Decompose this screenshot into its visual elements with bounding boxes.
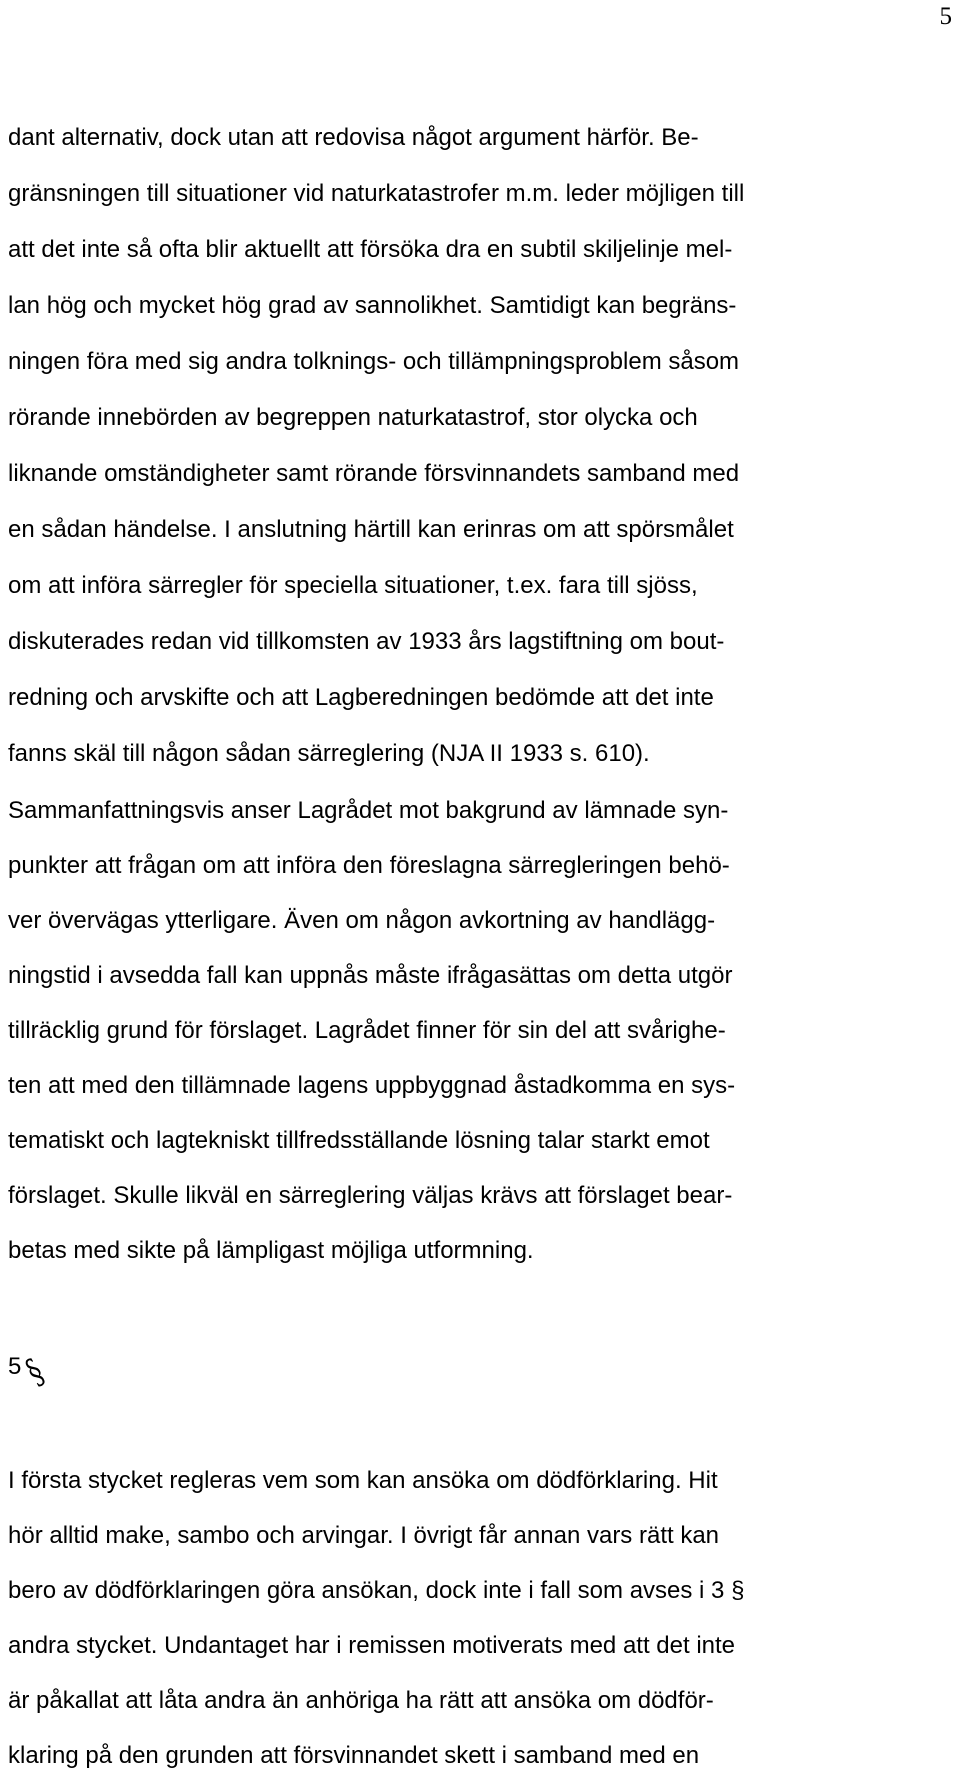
text-line: diskuterades redan vid tillkomsten av 1933 års lagstiftning om bout-	[8, 628, 725, 655]
paragraph-3	[8, 1453, 958, 1783]
text-line: dant alternativ, dock utan att redovisa något argument härför. Be-	[8, 124, 699, 151]
text-line: en sådan händelse. I anslutning härtill kan erinras om att spörsmålet	[8, 516, 734, 543]
text-line: att det inte så ofta blir aktuellt att försöka dra en subtil skiljelinje mel-	[8, 236, 733, 263]
text-line: liknande omständigheter samt rörande försvinnandets samband med	[8, 460, 740, 487]
text-line: hör alltid make, sambo och arvingar. I övrigt får annan vars rätt kan	[8, 1522, 720, 1549]
text-line: är påkallat att låta andra än anhöriga ha rätt att ansöka om dödför-	[8, 1687, 714, 1714]
text-line: tematiskt och lagtekniskt tillfredsställande lösning talar starkt emot	[8, 1127, 710, 1154]
page-number: 5	[939, 3, 952, 30]
text-line: ten att med den tillämnade lagens uppbyggnad åstadkomma en sys-	[8, 1072, 736, 1099]
text-line: om att införa särregler för speciella situationer, t.ex. fara till sjöss,	[8, 572, 698, 599]
text-line: klaring på den grunden att försvinnandet skett i samband med en	[8, 1742, 700, 1769]
section-sign: §	[19, 1350, 52, 1394]
text-line: punkter att frågan om att införa den föreslagna särregleringen behö-	[8, 852, 730, 879]
text-line: redning och arvskifte och att Lagberedningen bedömde att det inte	[8, 684, 714, 711]
section-heading	[8, 1350, 52, 1394]
text-line: I första stycket regleras vem som kan ansöka om dödförklaring. Hit	[8, 1467, 718, 1494]
text-line: ver övervägas ytterligare. Även om någon avkortning av handlägg-	[8, 907, 716, 934]
paragraph-2	[8, 783, 958, 1278]
text-line: Sammanfattningsvis anser Lagrådet mot bakgrund av lämnade syn-	[8, 797, 729, 824]
text-line: rörande innebörden av begreppen naturkatastrof, stor olycka och	[8, 404, 698, 431]
text-line: ningstid i avsedda fall kan uppnås måste ifrågasättas om detta utgör	[8, 962, 733, 989]
paragraph-1	[8, 110, 958, 782]
text-line: förslaget. Skulle likväl en särreglering väljas krävs att förslaget bear-	[8, 1182, 733, 1209]
section-number: 5	[8, 1353, 22, 1380]
text-line: gränsningen till situationer vid naturkatastrofer m.m. leder möjligen till	[8, 180, 745, 207]
text-line: fanns skäl till någon sådan särreglering (NJA II 1933 s. 610).	[8, 740, 650, 767]
text-line: betas med sikte på lämpligast möjliga utformning.	[8, 1237, 534, 1264]
text-line: andra stycket. Undantaget har i remissen motiverats med att det inte	[8, 1632, 736, 1659]
text-line: ningen föra med sig andra tolknings- och tillämpningsproblem såsom	[8, 348, 740, 375]
text-line: tillräcklig grund för förslaget. Lagrådet finner för sin del att svårighe-	[8, 1017, 726, 1044]
text-line: bero av dödförklaringen göra ansökan, dock inte i fall som avses i 3 §	[8, 1577, 745, 1604]
text-line: lan hög och mycket hög grad av sannolikhet. Samtidigt kan begräns-	[8, 292, 737, 319]
